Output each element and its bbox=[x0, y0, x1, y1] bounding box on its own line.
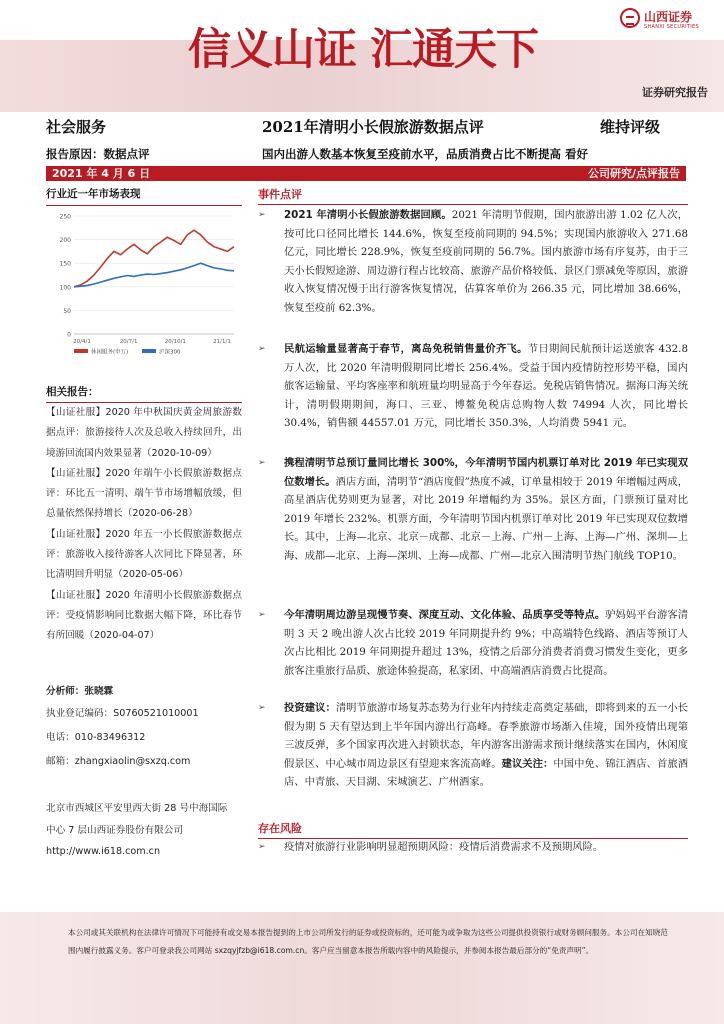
recommendation-heading: 建议关注： bbox=[501, 757, 554, 770]
paragraph-heading: 今年清明周边游呈现慢节奏、深度互动、文化体验、品质享受等特点。 bbox=[284, 609, 606, 621]
analyst-name: 分析师：张晓霖 bbox=[46, 686, 114, 697]
x-tick-label: 20/10/1 bbox=[164, 339, 186, 345]
x-tick-label: 20/7/1 bbox=[119, 339, 138, 345]
investment-advice bbox=[258, 699, 688, 792]
rating-label: 维持评级 bbox=[600, 118, 661, 136]
company-address: 北京市西城区平安里西大街 28 号中海国际中心 7 层山西证券股份有限公司 bbox=[46, 803, 228, 836]
report-reason: 报告原因：数据点评 bbox=[46, 147, 150, 161]
logo-mark-icon bbox=[620, 8, 640, 28]
related-report-item[interactable]: 【山证社服】2020 年中秋国庆黄金周旅游数据点评：旅游接待人次及总收入持续回升，出境游回流国内效果显著（2020-10-09） bbox=[46, 407, 242, 459]
bullet-arrow-icon: ➢ bbox=[258, 703, 266, 713]
y-tick-label: 200 bbox=[59, 237, 71, 245]
paragraph-body: 2021 年清明节假期，国内旅游出游 1.02 亿人次，按可比口径同比增长 144.6%，恢复至疫前同期的 94.5%；实现国内旅游收入 271.68 亿元，同比增长 228.9%，恢复至疫前同期的 56.7%。国内旅游市场有序复苏，由于三天小长假短途游、周边游行程占比较高、旅游产品价格较低、景区门票减免等原因，旅游收入恢复情况慢于出行游客恢复情况，估算客单价为 266.35 元，同比增加 38.66%，恢复至疫前 62.3%。 bbox=[284, 209, 689, 314]
y-tick-label: 0 bbox=[67, 331, 71, 339]
disclaimer-text: 本公司或其关联机构在法律许可情况下可能持有或交易本报告提到的上市公司所发行的证券或投资标的，还可能为或争取为这些公司提供投资银行或财务顾问服务。本公司在知晓范围内履行披露义务。客户可登录我公司网站 sxzqyjfzb@i618.com.cn。客户应当留意本报告所载内容中的风险提示，并参阅本报告最后部分的“免责声明”。 bbox=[68, 928, 668, 955]
legend-swatch bbox=[74, 349, 88, 353]
top-banner bbox=[0, 0, 724, 112]
y-tick-label: 250 bbox=[59, 213, 71, 221]
left-column bbox=[46, 186, 242, 206]
chart-svg bbox=[46, 210, 242, 370]
market-performance-chart bbox=[46, 210, 242, 370]
legend-swatch bbox=[142, 349, 156, 353]
paragraph-heading: 投资建议： bbox=[284, 702, 336, 714]
paragraph-body: 节日期间民航预计运送旅客 432.8 万人次，比 2020 年清明假期同比增长 256.4%。受益于国内疫情防控形势平稳，国内旅客运输量、平均客座率和航班量均明显高于今年春运。免税店销售情况。据海口海关统计，清明假期期间，海口、三亚、博鳌免税店总购物人数 74994 人次，同比增长 30.4%，销售额 44557.01 万元，同比增长 350.3%，人均消费 5941 元。 bbox=[284, 343, 688, 430]
email-address[interactable]: 邮箱：zhangxiaolin@sxzq.com bbox=[46, 756, 191, 767]
footer-disclaimer bbox=[0, 912, 724, 1024]
report-category-tag: 证券研究报告 bbox=[642, 86, 708, 99]
paragraph-heading: 2021 年清明小长假旅游数据回顾。 bbox=[284, 209, 452, 221]
phone-number: 电话：010-83496312 bbox=[46, 732, 146, 743]
risk-section-title: 存在风险 bbox=[258, 822, 302, 835]
chart-section-title: 行业近一年市场表现 bbox=[46, 188, 141, 200]
report-title: 2021年清明小长假旅游数据点评 bbox=[262, 118, 484, 136]
paragraph-heading: 携程清明节总预订量同比增长 300%，今年清明节国内机票订单对比 2019 年已实现双位数增长。 bbox=[284, 457, 688, 488]
industry-label: 社会服务 bbox=[46, 118, 107, 136]
paragraph-body: 酒店方面，清明节“酒店度假”热度不减，订单量相较于 2019 年增幅过两成，高星酒店优势则更为显著，对比 2019 年增幅约为 35%。景区方面，门票预订量对比 2019 年增长 232%。机票方面，今年清明节国内机票订单对比 2019 年已实现双位数增长。其中，上海—北京、北京－成都、北京－上海、广州－上海、上海—广州、深圳—上海、成都—北京、上海—深圳、上海—成都、广州—北京入围清明节热门航线 TOP10。 bbox=[284, 475, 689, 562]
risk-text: 疫情对旅游行业影响明显超预期风险：疫情后消费需求不及预期风险。 bbox=[284, 841, 604, 853]
related-report-item[interactable]: 【山证社服】2020 年五一小长假旅游数据点评：旅游收入接待游客人次同比下降显著，环比清明回升明显（2020-05-06） bbox=[46, 528, 242, 581]
report-date: 2021 年 4 月 6 日 bbox=[52, 167, 151, 180]
series-line-leisure-services bbox=[74, 230, 234, 287]
recommendation-list: 中国中免、锦江酒店、首旅酒店、中青旅、天目湖、宋城演艺、广州酒家。 bbox=[284, 757, 689, 789]
event-paragraph-1 bbox=[258, 206, 688, 318]
related-report-item[interactable]: 【山证社服】2020 年清明小长假旅游数据点评：受疫情影响同比数据大幅下降，环比春节有所回暖（2020-04-07） bbox=[46, 589, 242, 642]
bullet-arrow-icon: ➢ bbox=[258, 610, 266, 620]
bullet-arrow-icon: ➢ bbox=[258, 842, 266, 852]
date-bar bbox=[46, 166, 686, 181]
report-type: 公司研究/点评报告 bbox=[587, 167, 680, 180]
risk-header bbox=[258, 820, 688, 839]
related-report-item[interactable]: 【山证社服】2020 年端午小长假旅游数据点评：环比五一清明、端午节市场增幅放缓，但总量依然保持增长（2020-06-28） bbox=[46, 467, 242, 520]
y-tick-label: 100 bbox=[59, 284, 71, 292]
x-tick-label: 20/4/1 bbox=[73, 339, 91, 345]
license-number: 执业登记编码：S0760521010001 bbox=[46, 708, 199, 719]
bullet-arrow-icon: ➢ bbox=[258, 344, 266, 354]
company-website[interactable]: http://www.i618.com.cn bbox=[46, 846, 161, 857]
events-header bbox=[258, 186, 688, 205]
x-tick-label: 21/1/1 bbox=[213, 339, 231, 345]
event-paragraph-3 bbox=[258, 454, 688, 566]
logo-name-en: SHANXI SECURITIES bbox=[644, 24, 699, 30]
related-reports-title: 相关报告： bbox=[46, 386, 99, 398]
logo-name-cn: 山西证券 bbox=[644, 10, 693, 24]
y-tick-label: 50 bbox=[63, 307, 71, 315]
event-paragraph-2 bbox=[258, 340, 688, 433]
bullet-arrow-icon: ➢ bbox=[258, 458, 266, 468]
divider bbox=[46, 205, 242, 206]
report-subtitle: 国内出游人数基本恢复至疫前水平，品质消费占比不断提高 看好 bbox=[262, 147, 589, 161]
event-paragraph-4 bbox=[258, 606, 688, 680]
related-reports-list bbox=[46, 403, 242, 647]
legend-label: 休闲服务(申万) bbox=[91, 349, 129, 356]
bullet-arrow-icon: ➢ bbox=[258, 210, 266, 220]
paragraph-heading: 民航运输量显著高于春节，离岛免税销售量价齐飞。 bbox=[284, 343, 528, 355]
events-section-title: 事件点评 bbox=[258, 188, 302, 201]
legend-label: 沪深300 bbox=[159, 349, 181, 356]
paragraph-body: 驴妈妈平台游客清明 3 天 2 晚出游人次占比较 2019 年同期提升约 9%；中高端特色线路、酒店等预订人次占比相比 2019 年同期提升超过 13%，疫情之后部分消费者消费习惯发生变化，更多旅客注重旅行品质、旅途体验提高，私家团、中高端酒店消费占比提高。 bbox=[284, 609, 689, 677]
banner-slogan: 信义山证 汇通天下 bbox=[188, 25, 538, 75]
divider bbox=[258, 204, 688, 205]
company-logo[interactable] bbox=[620, 6, 716, 34]
related-reports-header bbox=[46, 384, 242, 403]
paragraph-body: 清明节旅游市场复苏态势为行业年内持续走高奠定基础，即将到来的五一小长假为期 5 天有望达到上半年国内游出行高峰。春季旅游市场渐入佳境，国外疫情出现第三波反弹，多个国家再次进入封锁状态，年内游客出游需求预计继续落实在国内，休闲度假景区、中心城市周边景区有望迎来客流高峰。 bbox=[284, 702, 689, 770]
y-tick-label: 150 bbox=[59, 260, 71, 268]
risk-item bbox=[258, 838, 688, 857]
series-line-csi300 bbox=[74, 263, 234, 287]
